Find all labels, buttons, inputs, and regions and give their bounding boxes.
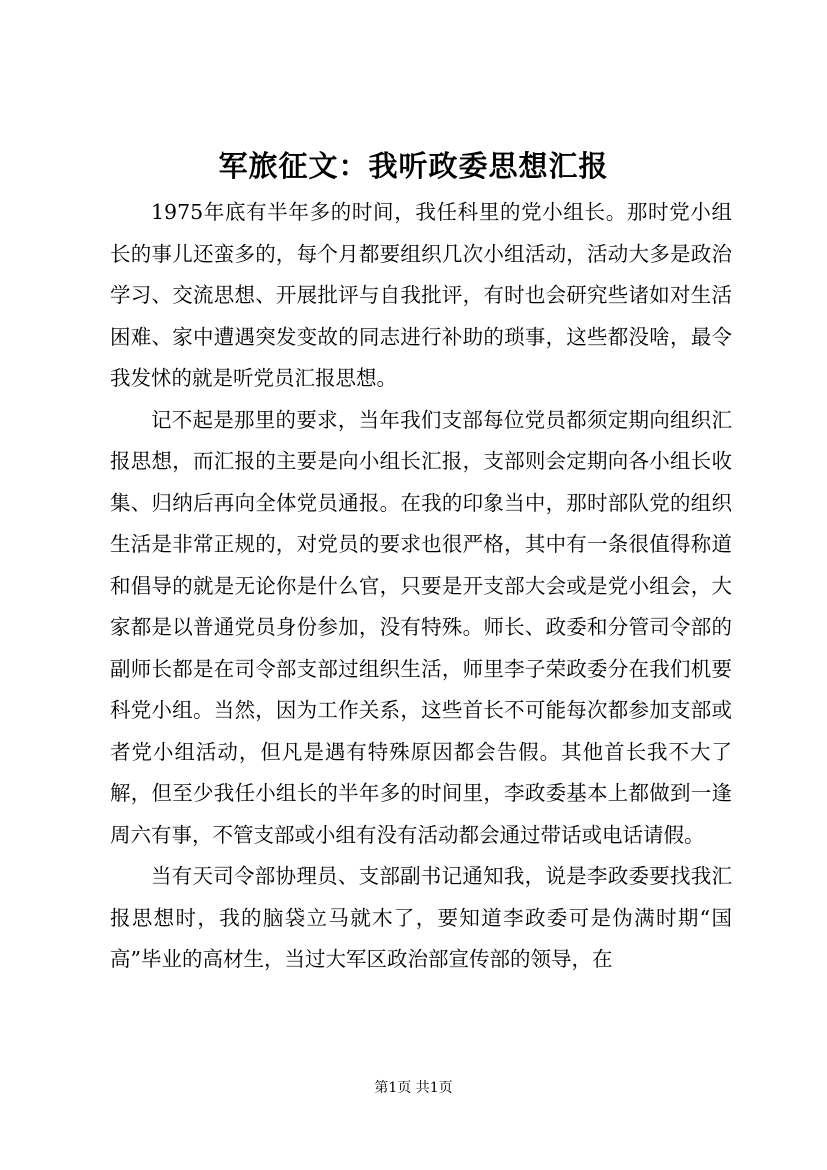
document-title: 军旅征文：我听政委思想汇报 <box>218 149 609 183</box>
paragraph-1: 1975年底有半年多的时间，我任科里的党小组长。那时党小组长的事儿还蛮多的，每个月都要组织几次小组活动，活动大多是政治学习、交流思想、开展批评与自我批评，有时也会研究些诸如对生活困难、家中遭遇突发变故的同志进行补助的琐事，这些都没啥，最令我发怵的就是听党员汇报思想。 <box>110 200 732 390</box>
page-number-footer: 第1页 共1页 <box>374 1080 453 1096</box>
document-body <box>110 192 732 981</box>
paragraph-3: 当有天司令部协理员、支部副书记通知我，说是李政委要找我汇报思想时，我的脑袋立马就木了，要知道李政委可是伪满时期“国高”毕业的高材生，当过大军区政治部宣传部的领导，在 <box>110 864 732 971</box>
paragraph-2: 记不起是那里的要求，当年我们支部每位党员都须定期向组织汇报思想，而汇报的主要是向小组长汇报，支部则会定期向各小组长收集、归纳后再向全体党员通报。在我的印象当中，那时部队党的组织生活是非常正规的，对党员的要求也很严格，其中有一条很值得称道和倡导的就是无论你是什么官，只要是开支部大会或是党小组会，大家都是以普通党员身份参加，没有特殊。师长、政委和分管司令部的副师长都是在司令部支部过组织生活，师里李子荣政委分在我们机要科党小组。当然，因为工作关系，这些首长不可能每次都参加支部或者党小组活动，但凡是遇有特殊原因都会告假。其他首长我不大了解，但至少我任小组长的半年多的时间里，李政委基本上都做到一逢周六有事，不管支部或小组有没有活动都会通过带话或电话请假。 <box>110 407 732 847</box>
